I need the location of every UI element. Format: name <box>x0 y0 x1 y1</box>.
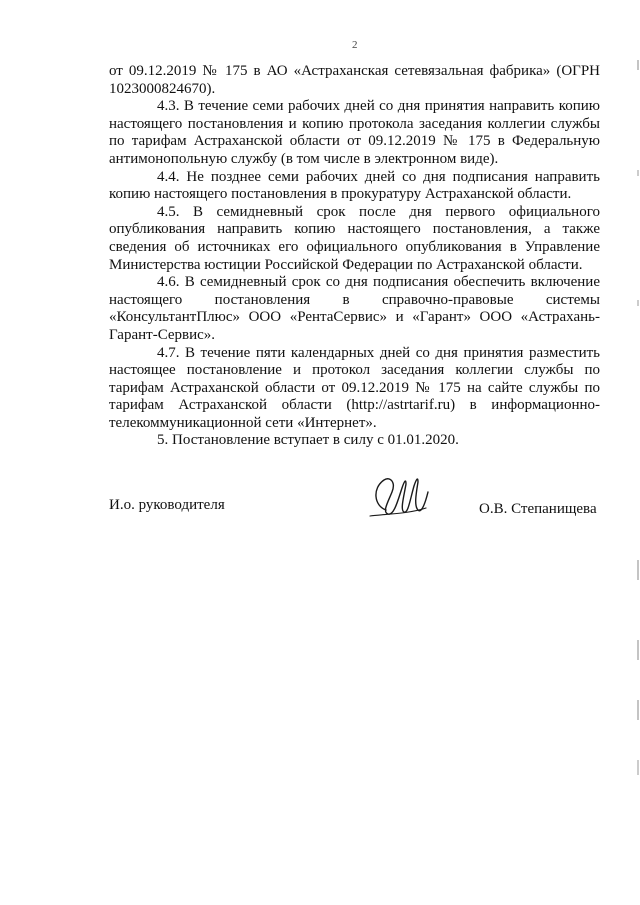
signatory-title: И.о. руководителя <box>109 497 225 513</box>
scan-edge-marks <box>632 0 640 905</box>
paragraph-4-5: 4.5. В семидневный срок после дня первого официального опубликования направить копию настоящего постановления, а также сведения об источниках его официального опубликования в Управление Министерства юстиции Российской Федерации по Астраханской области. <box>109 203 600 273</box>
handwritten-signature <box>368 470 440 528</box>
signatory-name: О.В. Степанищева <box>479 501 597 517</box>
paragraph-4-3: 4.3. В течение семи рабочих дней со дня принятия направить копию настоящего постановления и копию протокола заседания коллегии службы по тарифам Астраханской области от 09.12.2019 № 175 в Федеральную антимонопольную службу (в том числе в электронном виде). <box>109 98 600 167</box>
paragraph-continuation: от 09.12.2019 № 175 в АО «Астраханская сетевязальная фабрика» (ОГРН 1023000824670). <box>109 63 600 97</box>
page-number: 2 <box>352 39 358 51</box>
paragraph-5: 5. Постановление вступает в силу с 01.01.2020. <box>157 432 459 449</box>
paragraph-4-7: 4.7. В течение пяти календарных дней со дня принятия разместить настоящее постановление и протокол заседания коллегии службы по тарифам Астраханской области от 09.12.2019 № 175 на сайте службы по тарифам Астраханской области (http://astrtarif.ru) в информационно-телекоммуникационной сети «Интернет». <box>109 344 600 431</box>
paragraph-4-4: 4.4. Не позднее семи рабочих дней со дня подписания направить копию настоящего постановления в прокуратуру Астраханской области. <box>109 168 600 203</box>
paragraph-4-6: 4.6. В семидневный срок со дня подписания обеспечить включение настоящего постановления в справочно-правовые системы «КонсультантПлюс» ООО «РентаСервис» и «Гарант» ООО «Астрахань-Гарант-Сервис». <box>109 274 600 343</box>
document-body <box>109 63 600 450</box>
